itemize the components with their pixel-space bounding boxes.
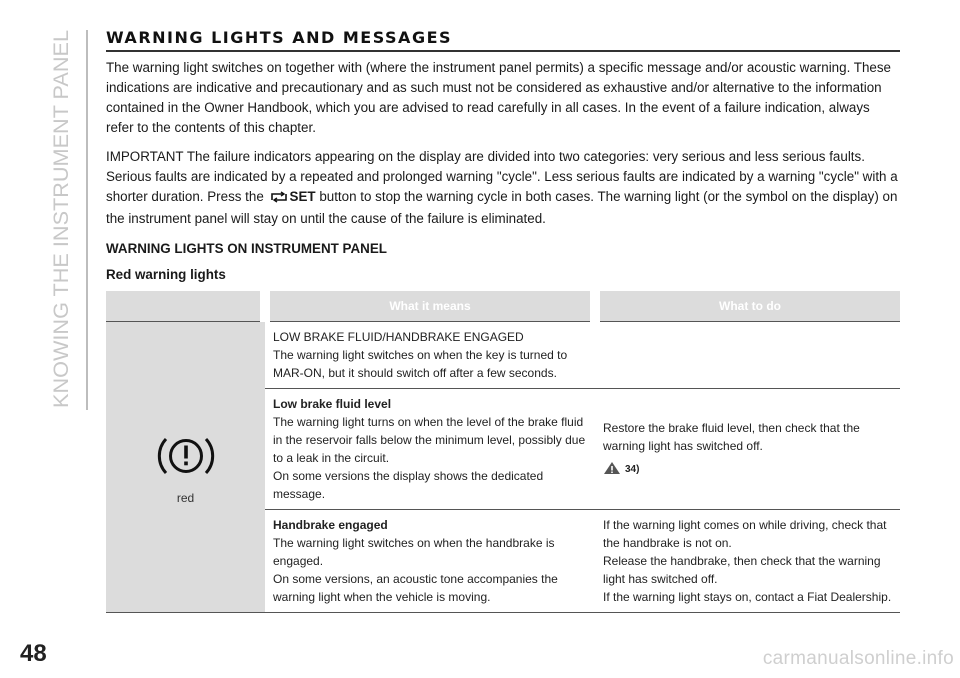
means-line: On some versions the display shows the dedicated message. [273,469,544,501]
means-title: Low brake fluid level [273,397,392,411]
means-line: The warning light turns on when the level of the brake fluid in the reservoir falls below the minimum level, possibly due to a leak in the circuit. [273,415,586,465]
side-section-title [20,28,80,408]
intro-paragraph: The warning light switches on together with (where the instrument panel permits) a specific message and/or acoustic warning. These indications are indicative and precautionary and as such must not be considered as exhaustive and/or alternative to the information contained in the Owner Handbook, which you are advised to read carefully in all cases. In the event of a failure indication, always refer to the contents of this chapter. [106,60,891,135]
means-line: On some versions, an acoustic tone accompanies the warning light when the vehicle is moving. [273,572,558,604]
important-text-after: button to stop the warning cycle in both cases. The warning light (or the symbol on the display) on the instrument panel will stay on until the cause of the failure is eliminated. [106,189,898,226]
table-row [106,322,900,389]
todo-line: Restore the brake fluid level, then check that the warning light has switched off. [603,421,860,453]
warning-note-ref [603,461,894,479]
icon-color-label: red [176,490,195,505]
means-cell [265,510,595,613]
caution-triangle-icon [603,461,621,475]
warning-lights-table [106,291,900,613]
means-line: LOW BRAKE FLUID/HANDBRAKE ENGAGED [273,330,524,344]
page-content [106,28,900,285]
important-paragraph [106,147,900,229]
brake-warning-icon [155,469,217,486]
side-section-title-text: KNOWING THE INSTRUMENT PANEL [50,41,73,408]
subheading-red-lights: Red warning lights [106,267,226,282]
todo-cell [595,322,900,389]
todo-cell [595,389,900,510]
watermark-text: carmanualsonline.info [762,648,954,669]
todo-line: If the warning light comes on while driving, check that the handbrake is not on. [603,518,887,550]
subheading-instrument-panel: WARNING LIGHTS ON INSTRUMENT PANEL [106,241,387,256]
means-title: Handbrake engaged [273,518,388,532]
note-reference: 34) [625,464,640,475]
header-what-to-do: What to do [595,291,900,322]
side-divider [86,30,88,410]
header-icon-column [106,291,265,322]
important-text-before: IMPORTANT The failure indicators appearing on the display are divided into two categories: very serious and less serious faults. Serious faults are indicated by a repeated and prolonged warning "cycle". Less serious faults are indicated by a warning "cycle" with a shorter duration. Press the [106,149,898,204]
todo-cell [595,510,900,613]
header-what-it-means: What it means [265,291,595,322]
todo-line: If the warning light stays on, contact a Fiat Dealership. [603,590,892,604]
todo-line: Release the handbrake, then check that the warning light has switched off. [603,554,881,586]
set-button-label: SET [289,189,316,204]
means-cell [265,389,595,510]
table-header-row [106,291,900,322]
set-button-icon [269,189,289,209]
page-number: 48 [20,640,47,667]
section-title: WARNING LIGHTS AND MESSAGES [106,28,900,52]
means-line: The warning light switches on when the key is turned to MAR-ON, but it should switch off after a few seconds. [273,348,568,380]
means-cell [265,322,595,389]
icon-cell [106,322,265,613]
means-line: The warning light switches on when the handbrake is engaged. [273,536,555,568]
